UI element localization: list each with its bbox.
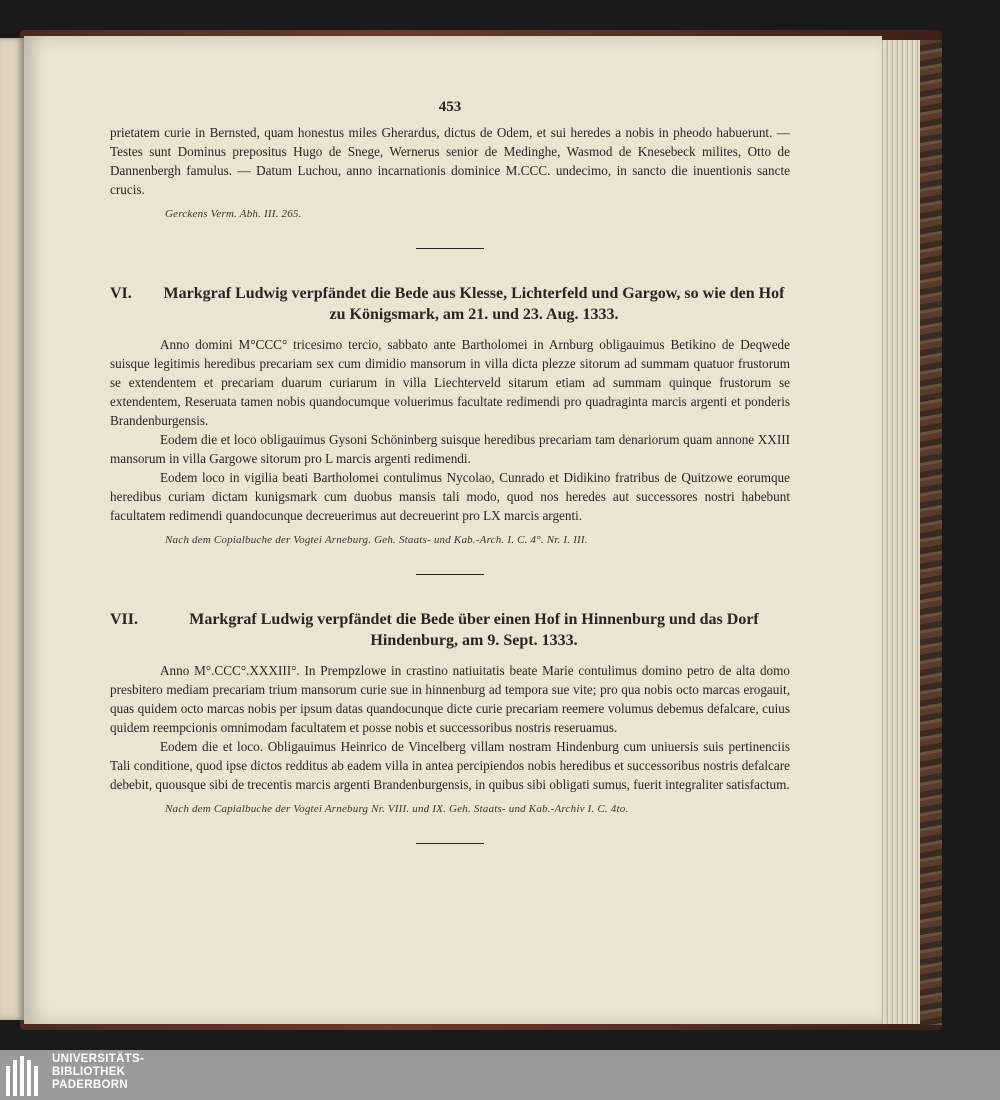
library-footer	[0, 1050, 1000, 1100]
section-paragraph: Anno M°.CCC°.XXXIII°. In Prempzlowe in crastino natiuitatis beate Marie contulimus domino petro de alta domo presbitero mediam precariam trium mansorum curie sue in hinnenburg ad tempora sue vite; pro qua nobis octo marcas erogauit, quas quidem octo marcas nobis per ipsum datas quandocunque dicte curie precariam reemere volumus debemus defalcare, cuius quidem reempcionis omnimodam facultatem et posse nobis et successoribus nostris reseruamus.	[110, 663, 790, 735]
section-divider	[416, 574, 484, 575]
section-heading	[110, 609, 790, 651]
library-name-line: PADERBORN	[52, 1079, 128, 1091]
library-name-line: BIBLIOTHEK	[52, 1066, 126, 1078]
section-paragraph: Eodem die et loco. Obligauimus Heinrico de Vincelberg villam nostram Hindenburg cum uniuersis suis pertinenciis Tali conditione, quod ipse dictos redditus ab eadem villa in antea percipiendos nobis heredibus et successoribus nostris defalcare debebit, quousque sibi de trecentis marcis argenti Brandenburgensis, in quibus sibi obligati sumus, fuerit integraliter satisfactum.	[110, 739, 790, 792]
library-name	[52, 1053, 144, 1092]
library-name-line: UNIVERSITÄTS-	[52, 1053, 145, 1065]
section-title: Markgraf Ludwig verpfändet die Bede aus Klesse, Lichterfeld und Gargow, so wie den Hof zu Königsmark, am 21. und 23. Aug. 1333.	[163, 285, 785, 323]
page-number: 453	[438, 99, 462, 115]
section-number: VI.	[110, 285, 132, 302]
section-source: Nach dem Capialbuche der Vogtei Arneburg Nr. VIII. und IX. Geh. Staats- und Kab.-Archiv I. C. 4to.	[165, 803, 629, 815]
section-title: Markgraf Ludwig verpfändet die Bede über einen Hof in Hinnenburg und das Dorf Hindenburg, am 9. Sept. 1333.	[189, 611, 759, 649]
book-page	[24, 36, 882, 1024]
page-content	[110, 98, 790, 844]
section-heading	[110, 283, 790, 325]
section-source: Nach dem Copialbuche der Vogtei Arneburg. Geh. Staats- und Kab.-Arch. I. C. 4°. Nr. I. III.	[165, 534, 588, 546]
section-paragraph: Eodem die et loco obligauimus Gysoni Schöninberg suisque heredibus precariam tam denariorum quam annone XXIII mansorum in villa Gargowe sitorum pro L marcis argenti redimendi.	[110, 432, 790, 466]
section-number: VII.	[110, 611, 139, 628]
left-page-edge	[0, 38, 24, 1020]
library-logo-icon	[6, 1054, 48, 1096]
section-divider	[416, 843, 484, 844]
section-paragraph: Eodem loco in vigilia beati Bartholomei contulimus Nycolao, Cunrado et Didikino fratribus de Quitzowe eorumque heredibus curiam dictam kunigsmark cum duobus mansis tali modo, quod nos heredes aut successores nostri habebunt facultatem redimendi quandocunque decreuerimus aut decreuerint pro LX marcis argenti.	[110, 470, 790, 523]
intro-paragraph: prietatem curie in Bernsted, quam honestus miles Gherardus, dictus de Odem, et sui heredes a nobis in pheodo habuerunt. — Testes sunt Dominus prepositus Hugo de Snege, Wernerus senior de Medinghe, Wasmod de Knesebeck milites, Otto de Dannenbergh famulus. — Datum Luchou, anno incarnationis dominice M.CCC. undecimo, in sancto die inuentionis sancte crucis.	[110, 125, 790, 197]
intro-source: Gerckens Verm. Abh. III. 265.	[165, 208, 302, 220]
section-divider	[416, 248, 484, 249]
cover-edge	[918, 40, 942, 1025]
section-paragraph: Anno domini M°CCC° tricesimo tercio, sabbato ante Bartholomei in Arnburg obligauimus Betikino de Deqwede suisque legitimis heredibus precariam sex cum dimidio mansorum in villa dicta plezze sitorum ad summam quatuor frustorum se extendentem et precariam duarum curiarum in villa Liechterveld sitarum etiam ad summam quinque frustorum se extendentem, Reseruata tamen nobis quandocumque voluerimus facultate redimendi pro quadraginta marcis argenti et ponderis Brandenburgensis.	[110, 337, 790, 428]
